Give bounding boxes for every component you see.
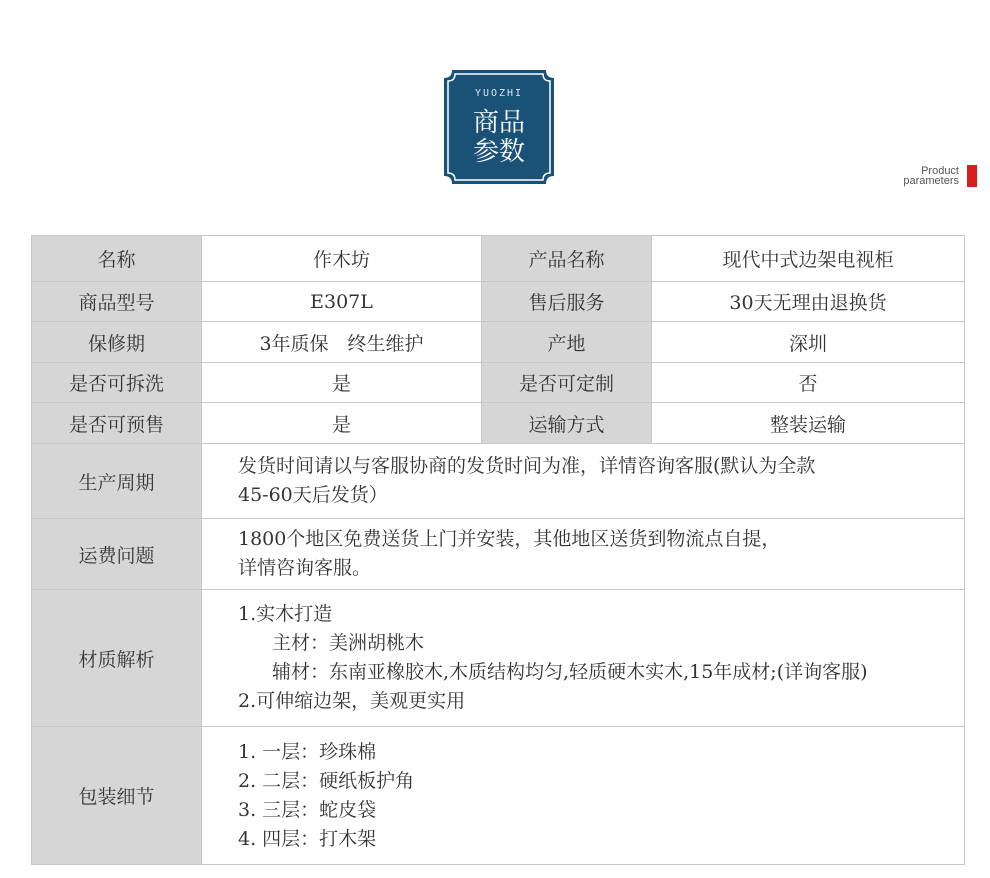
- param-value: 是: [202, 403, 482, 444]
- packing-label: 包装细节: [32, 727, 202, 865]
- material-label: 材质解析: [32, 590, 202, 727]
- param-label: 售后服务: [482, 282, 652, 322]
- param-value: 否: [652, 363, 965, 403]
- table-row: [32, 590, 965, 727]
- cycle-label: 生产周期: [32, 444, 202, 519]
- packing-line: 2. 二层：硬纸板护角: [238, 769, 415, 792]
- material-line: 1.实木打造: [238, 603, 333, 625]
- param-value: 作木坊: [202, 236, 482, 282]
- param-label: 是否可定制: [482, 363, 652, 403]
- param-label: 是否可拆洗: [32, 363, 202, 403]
- badge-brand: YUOZHI: [474, 88, 524, 99]
- table-row: [32, 727, 965, 865]
- badge-title-line2: 参数: [472, 137, 525, 167]
- param-value: 3年质保 终生维护: [202, 322, 482, 363]
- freight-line: 1800个地区免费送货上门并安装，其他地区送货到物流点自提，: [238, 528, 781, 550]
- tag-line2: parameters: [903, 175, 959, 187]
- tag-line1: Product: [921, 165, 959, 177]
- param-label: 商品型号: [32, 282, 202, 322]
- tag-accent-bar: [967, 165, 977, 187]
- material-line: 辅材：东南亚橡胶木,木质结构均匀,轻质硬木实木,15年成材;(详询客服): [272, 661, 868, 683]
- freight-value: [202, 519, 965, 590]
- params-table: [31, 235, 965, 865]
- material-line: 主材：美洲胡桃木: [272, 632, 425, 654]
- table-row: [32, 519, 965, 590]
- param-value: E307L: [202, 282, 482, 322]
- section-tag: [903, 164, 977, 188]
- table-row: [32, 236, 965, 282]
- param-label: 名称: [32, 236, 202, 282]
- cycle-line: 45-60天后发货）: [238, 484, 388, 506]
- param-label: 产品名称: [482, 236, 652, 282]
- packing-line: 3. 三层：蛇皮袋: [238, 798, 377, 821]
- param-value: 30天无理由退换货: [652, 282, 965, 322]
- param-label: 产地: [482, 322, 652, 363]
- cycle-line: 发货时间请以与客服协商的发货时间为准，详情咨询客服(默认为全款: [238, 455, 816, 477]
- table-row: [32, 363, 965, 403]
- param-value: 现代中式边架电视柜: [652, 236, 965, 282]
- param-label: 运输方式: [482, 403, 652, 444]
- packing-value: [202, 727, 965, 865]
- param-value: 是: [202, 363, 482, 403]
- packing-line: 1. 一层：珍珠棉: [238, 740, 377, 763]
- table-row: [32, 403, 965, 444]
- product-params-badge: [444, 70, 554, 184]
- table-row: [32, 444, 965, 519]
- table-row: [32, 282, 965, 322]
- cycle-value: [202, 444, 965, 519]
- param-value: 深圳: [652, 322, 965, 363]
- table-row: [32, 322, 965, 363]
- param-label: 是否可预售: [32, 403, 202, 444]
- freight-label: 运费问题: [32, 519, 202, 590]
- badge-title-line1: 商品: [472, 108, 525, 138]
- section-tag-text: [903, 166, 959, 186]
- param-label: 保修期: [32, 322, 202, 363]
- material-line: 2.可伸缩边架，美观更实用: [238, 690, 466, 712]
- param-value: 整装运输: [652, 403, 965, 444]
- freight-line: 详情咨询客服。: [238, 557, 372, 579]
- packing-line: 4. 四层：打木架: [238, 827, 377, 850]
- material-value: [202, 590, 965, 727]
